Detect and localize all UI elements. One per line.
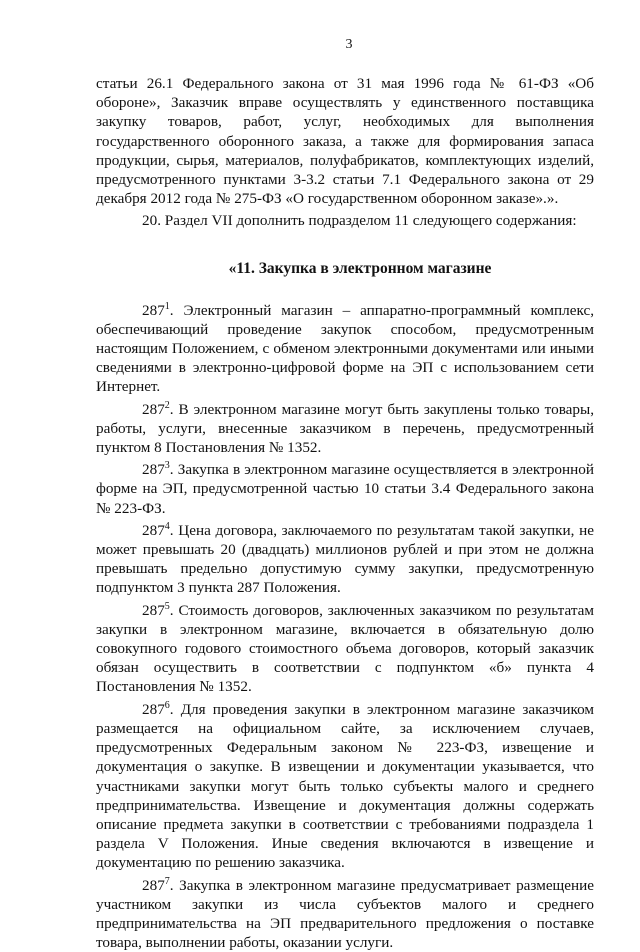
clause-number: 287 bbox=[142, 601, 165, 619]
intro-paragraph: статьи 26.1 Федерального закона от 31 мая 1996 года № 61-ФЗ «Об обороне», Заказчик вправе осуществлять у единственного поставщика закупку товаров, работ, услуг, необходимых для выполнения государственного оборонного заказа, а также для формирования запаса продукции, сырья, материалов, полуфабрикатов, комплектующих изделий, предусмотренного пунктами 3-3.2 статьи 7.1 Федерального закона от 29 декабря 2012 года № 275-ФЗ «О государственном оборонном заказе».». bbox=[96, 75, 594, 208]
clause-text: . Закупка в электронном магазине предусматривает размещение участником закупки из числа субъектов малого и среднего предпринимательства на ЭП предварительного предложения о поставке товара, выполнении работы, оказании услуги. bbox=[96, 876, 594, 952]
clause-text: . В электронном магазине могут быть закуплены только товары, работы, услуги, внесенные заказчиком в перечень, предусмотренный пунктом 8 Постановления № 1352. bbox=[96, 400, 594, 457]
clause-287-7 bbox=[96, 876, 594, 952]
clause-text: . Электронный магазин – аппаратно-программный комплекс, обеспечивающий проведение закупок способом, предусмотренным настоящим Положением, с обменом электронными документами или иными сведениями в электронно-цифровой форме на ЭП с использованием сети Интернет. bbox=[96, 301, 594, 396]
clause-287-6 bbox=[96, 700, 594, 873]
clause-text: . Цена договора, заключаемого по результатам такой закупки, не может превышать 20 (двадцать) миллионов рублей и при этом не должна превышать предельно допустимую сумму закупки, предусмотренную подпунктом 3 пункта 287 Положения. bbox=[96, 521, 594, 597]
clause-287-3 bbox=[96, 460, 594, 518]
clause-superscript: 3 bbox=[164, 460, 170, 472]
clause-superscript: 7 bbox=[164, 875, 170, 887]
clause-287-2 bbox=[96, 400, 594, 458]
clause-287-4 bbox=[96, 521, 594, 598]
clause-text: . Стоимость договоров, заключенных заказчиком по результатам закупки в электронном магазине, включается в обязательную долю совокупного годового стоимостного объема договоров, который заказчик обязан осуществить в соответствии с подпунктом «б» пункта 4 Постановления № 1352. bbox=[96, 601, 594, 696]
clause-number: 287 bbox=[142, 521, 165, 539]
clause-text: . Закупка в электронном магазине осуществляется в электронной форме на ЭП, предусмотренной частью 10 статьи 3.4 Федерального закона № 223-ФЗ. bbox=[96, 461, 594, 517]
clause-number: 287 bbox=[142, 700, 165, 718]
item-20-paragraph: 20. Раздел VII дополнить подразделом 11 следующего содержания: bbox=[142, 212, 577, 230]
clause-superscript: 4 bbox=[164, 520, 170, 532]
page-number: 3 bbox=[345, 37, 353, 52]
clause-287-1 bbox=[96, 301, 594, 397]
clause-text: . Для проведения закупки в электронном магазине заказчиком размещается на официальном сайте, за исключением случаев, предусмотренных Федеральным законом № 223-ФЗ, извещение и документация о закупке. В извещении и документации указывается, что участниками закупки могут быть только субъекты малого и среднего предпринимательства. Извещение и документация должны содержать описание предмета закупки в соответствии с требованиями подраздела 1 раздела V Положения. Иные сведения включаются в извещение и документацию по решению заказчика. bbox=[96, 700, 594, 872]
clause-number: 287 bbox=[142, 461, 165, 479]
section-heading: «11. Закупка в электронном магазине bbox=[228, 259, 492, 277]
clause-287-5 bbox=[96, 601, 594, 697]
clause-number: 287 bbox=[142, 876, 165, 894]
clause-superscript: 1 bbox=[164, 300, 170, 312]
clause-number: 287 bbox=[142, 301, 165, 319]
clause-superscript: 6 bbox=[164, 699, 170, 711]
clause-number: 287 bbox=[142, 400, 165, 418]
clause-superscript: 2 bbox=[164, 399, 170, 411]
clause-superscript: 5 bbox=[164, 600, 170, 612]
